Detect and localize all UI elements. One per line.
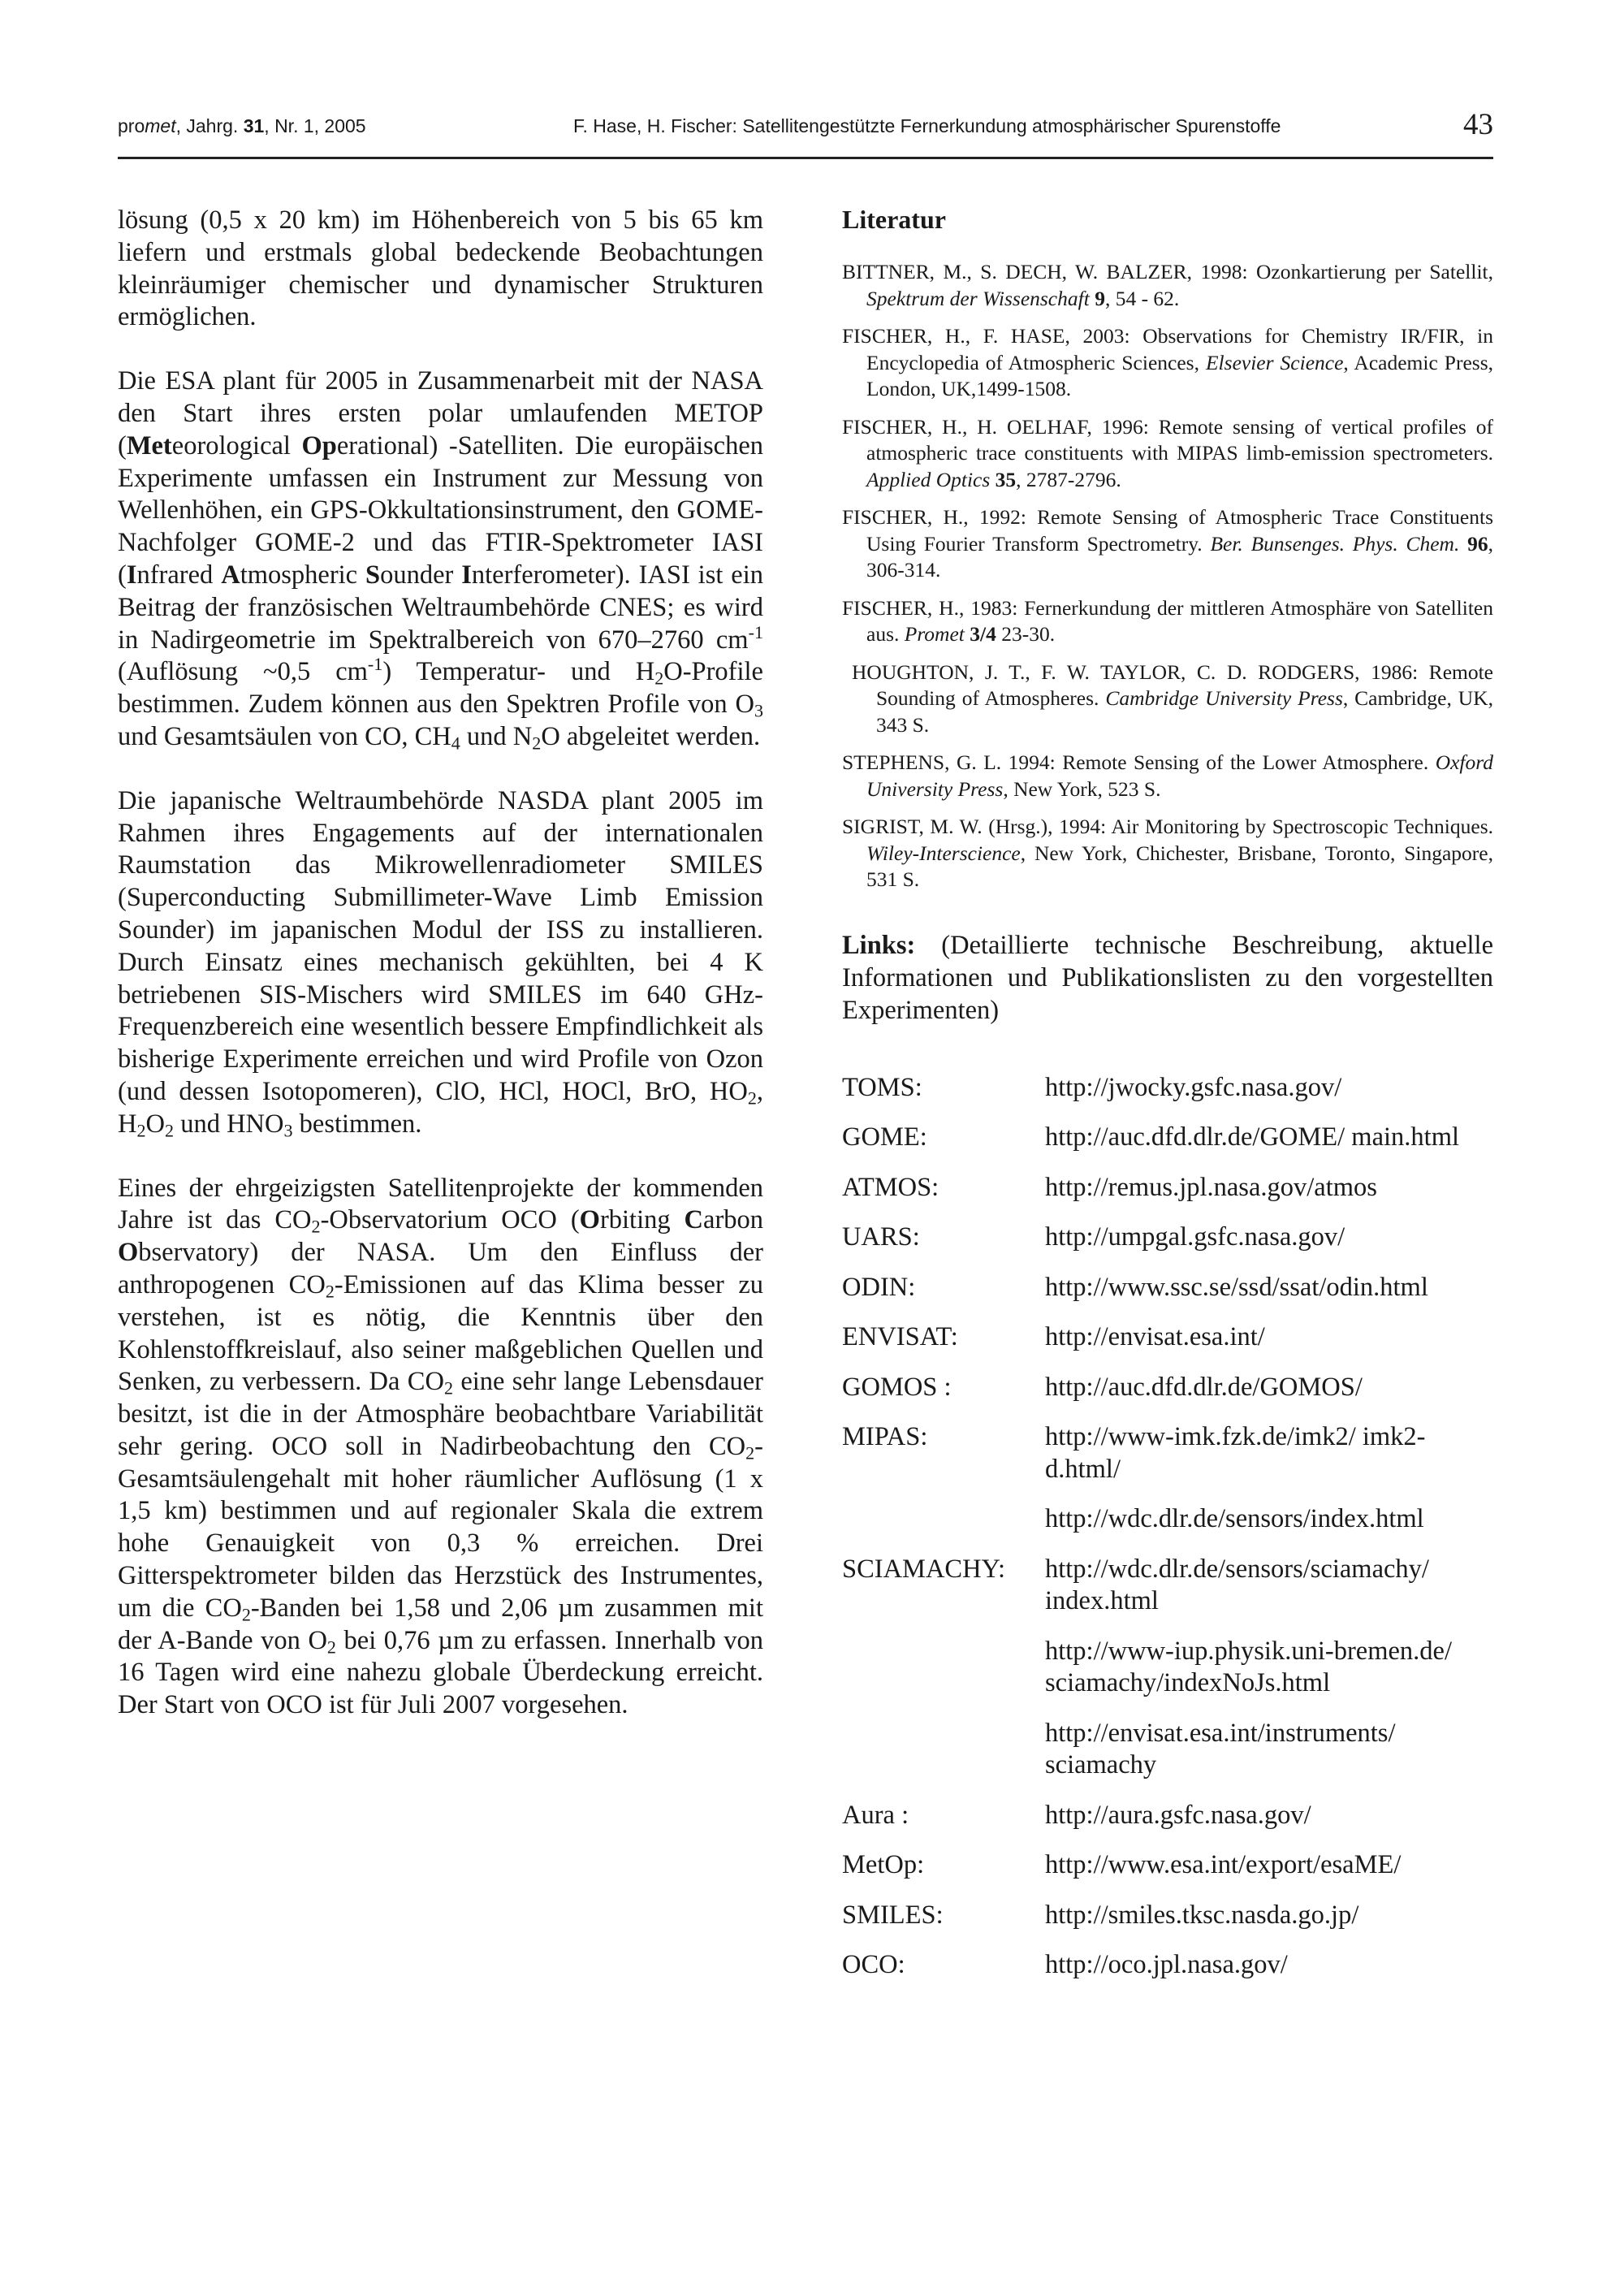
text-run: O abgeleitet werden. xyxy=(541,721,761,751)
text-run: ) Temperatur- und H xyxy=(382,657,655,687)
subscript: 2 xyxy=(136,1120,146,1141)
links-heading: Links: xyxy=(842,930,916,960)
journal-name-pre: pro xyxy=(118,115,145,136)
text-run: bservatory) der NASA. Um den Einfluss der anthropogenen CO xyxy=(118,1238,763,1299)
ref-pages: , Cambridge, UK, 343 S. xyxy=(876,686,1493,737)
link-url[interactable]: http://envisat.esa.int/instruments/ sciamachy xyxy=(1045,1718,1396,1779)
text-run: arbon xyxy=(703,1205,764,1235)
bold-run: I xyxy=(461,560,472,590)
link-row xyxy=(842,1636,1493,1700)
link-label: GOME: xyxy=(842,1122,927,1152)
link-row xyxy=(842,1072,1493,1105)
subscript: 2 xyxy=(654,668,664,689)
ref-source: Elsevier Science xyxy=(1205,350,1344,374)
link-label: SMILES: xyxy=(842,1900,944,1930)
text-run: bestimmen. xyxy=(292,1109,422,1139)
reference-item xyxy=(842,659,1493,739)
bold-run: A xyxy=(221,560,240,590)
journal-citation xyxy=(118,115,366,137)
reference-item xyxy=(842,814,1493,893)
ref-source: Applied Optics xyxy=(866,467,991,491)
text-run: O-Profile bestimmen. Zudem können aus den Spektren Profile von O xyxy=(118,657,763,720)
link-row xyxy=(842,1503,1493,1536)
text-run: nfrared xyxy=(136,560,222,590)
subscript: 2 xyxy=(745,1442,755,1464)
ref-pages: , New York, 523 S. xyxy=(1003,776,1161,801)
link-url[interactable]: http://www.ssc.se/ssd/ssat/odin.html xyxy=(1045,1272,1428,1302)
ref-volume: 35 xyxy=(990,467,1017,491)
link-url[interactable]: http://umpgal.gsfc.nasa.gov/ xyxy=(1045,1222,1345,1252)
running-header xyxy=(118,107,1493,156)
right-column xyxy=(842,205,1493,2000)
link-label: ODIN: xyxy=(842,1272,916,1302)
reference-item xyxy=(842,323,1493,403)
bold-run: Met xyxy=(126,430,172,460)
page-number: 43 xyxy=(1463,108,1493,141)
bold-run: Op xyxy=(301,430,337,460)
reference-item xyxy=(842,414,1493,494)
link-row xyxy=(842,1172,1493,1204)
link-row xyxy=(842,1222,1493,1254)
superscript: -1 xyxy=(748,621,763,642)
text-run: eine sehr lange Lebensdauer besitzt, ist die in der Atmosphäre beobachtbare Variabilität sehr gering. OCO soll in Nadirbeobachtung den CO xyxy=(118,1367,763,1461)
left-column xyxy=(118,205,763,1753)
link-label: MetOp: xyxy=(842,1850,925,1879)
link-label: Aura : xyxy=(842,1800,909,1830)
link-row xyxy=(842,1718,1493,1782)
link-row xyxy=(842,1900,1493,1932)
ref-pages: , New York, Chichester, Brisbane, Toronto, Singapore, 531 S. xyxy=(866,841,1493,891)
ref-source: Wiley-Interscience xyxy=(866,841,1021,865)
text-run: rbiting xyxy=(599,1205,685,1235)
subscript: 3 xyxy=(754,700,763,721)
subscript: 2 xyxy=(241,1604,251,1625)
bold-run: O xyxy=(579,1205,600,1235)
text-run: -Observatorium OCO ( xyxy=(320,1205,580,1235)
link-url[interactable]: http://auc.dfd.dlr.de/GOME/ main.html xyxy=(1045,1122,1460,1152)
running-title: F. Hase, H. Fischer: Satellitengestützte Fernerkundung atmosphärischer Spurenstoffe xyxy=(573,115,1281,136)
ref-pages: , 306-314. xyxy=(866,531,1494,582)
link-label xyxy=(842,1503,1045,1536)
text-run: nterferometer). IASI ist ein Beitrag der französischen Weltraumbehörde CNES; es wird in Nadirgeometrie im Spektralbereich von 670–2760 cm xyxy=(118,560,763,655)
link-url[interactable]: http://www-iup.physik.uni-bremen.de/ sciamachy/indexNoJs.html xyxy=(1045,1636,1452,1697)
ref-pages: , 2787-2796. xyxy=(1016,467,1121,491)
paragraph-esa xyxy=(118,365,763,754)
subscript: 2 xyxy=(165,1120,175,1141)
bold-run: O xyxy=(118,1238,139,1268)
reference-item xyxy=(842,259,1493,312)
subscript: 2 xyxy=(747,1087,757,1109)
ref-text: STEPHENS, G. L. 1994: Remote Sensing of the Lower Atmosphere. xyxy=(842,750,1436,774)
journal-volume: 31 xyxy=(243,115,265,136)
text-run: -Gesamtsäulengehalt mit hoher räumlicher Auflösung (1 x 1,5 km) bestimmen und auf regionaler Skala die extrem hohe Genauigkeit von 0,3 % erreichen. Drei Gitterspektrometer bilden das Herzstück des Instrumentes, um die CO xyxy=(118,1431,763,1623)
subscript: 3 xyxy=(283,1120,293,1141)
link-url[interactable]: http://wdc.dlr.de/sensors/sciamachy/ index.html xyxy=(1045,1554,1429,1615)
link-url[interactable]: http://remus.jpl.nasa.gov/atmos xyxy=(1045,1172,1377,1202)
reference-item xyxy=(842,595,1493,648)
link-row xyxy=(842,1122,1493,1154)
text-run: -Banden bei 1,58 und 2,06 µm zusammen mit der A-Bande von O xyxy=(118,1593,763,1655)
link-url[interactable]: http://auc.dfd.dlr.de/GOMOS/ xyxy=(1045,1372,1363,1402)
link-url[interactable]: http://aura.gsfc.nasa.gov/ xyxy=(1045,1800,1311,1830)
link-label: ATMOS: xyxy=(842,1172,939,1202)
link-label: ENVISAT: xyxy=(842,1322,958,1351)
literature-heading: Literatur xyxy=(842,205,946,234)
ref-source: Oxford University Press xyxy=(866,750,1493,801)
bold-run: I xyxy=(126,560,137,590)
links-intro xyxy=(842,929,1493,1027)
link-url[interactable]: http://smiles.tksc.nasda.go.jp/ xyxy=(1045,1900,1359,1930)
bold-run: C xyxy=(684,1205,704,1235)
ref-source: Promet xyxy=(904,622,965,646)
link-label xyxy=(842,1718,1045,1782)
link-url[interactable]: http://wdc.dlr.de/sensors/index.html xyxy=(1045,1504,1424,1533)
ref-source: Ber. Bunsenges. Phys. Chem. xyxy=(1210,531,1460,556)
text-run: erational) -Satelliten. Die europäischen Experimente umfassen ein Instrument zur Messung von Wellenhöhen, ein GPS-Okkultationsinstrument, den GOME-Nachfolger GOME-2 und das FTIR-Spektrometer IASI ( xyxy=(118,430,763,590)
journal-name-mid: , Jahrg. xyxy=(175,115,244,136)
ref-volume: 3/4 xyxy=(964,622,996,646)
text-run: ounder xyxy=(380,560,462,590)
text-run: tmospheric xyxy=(240,560,366,590)
text-run: und Gesamtsäulen von CO, CH xyxy=(118,721,451,751)
link-row xyxy=(842,1372,1493,1404)
ref-text: SIGRIST, M. W. (Hrsg.), 1994: Air Monitoring by Spectroscopic Techniques. xyxy=(842,815,1493,838)
ref-source: Spektrum der Wissenschaft xyxy=(866,286,1090,310)
links-table xyxy=(842,1072,1493,1982)
ref-text: FISCHER, H., 1992: Remote Sensing of Atmospheric Trace Constituents Using Fourier Transform Spectrometry. xyxy=(842,505,1493,556)
link-label: GOMOS : xyxy=(842,1372,952,1402)
ref-volume: 96 xyxy=(1459,531,1488,556)
subscript: 2 xyxy=(325,1281,335,1302)
header-rule xyxy=(118,157,1493,159)
ref-text: HOUGHTON, J. T., F. W. TAYLOR, C. D. RODGERS, 1986: Remote Sounding of Atmospheres. xyxy=(852,659,1493,710)
link-url[interactable]: http://www.esa.int/export/esaME/ xyxy=(1045,1850,1402,1879)
links-description: (Detaillierte technische Beschreibung, aktuelle Informationen und Publikationslisten zu den vorgestellten Experimenten) xyxy=(842,930,1493,1025)
bold-run: S xyxy=(365,560,381,590)
link-label xyxy=(842,1636,1045,1700)
link-row xyxy=(842,1421,1493,1485)
link-url[interactable]: http://oco.jpl.nasa.gov/ xyxy=(1045,1950,1288,1979)
text-run: (Auflösung ~0,5 cm xyxy=(118,657,368,687)
link-row xyxy=(842,1272,1493,1304)
journal-issue: , Nr. 1, 2005 xyxy=(264,115,366,136)
text-run: Die japanische Weltraumbehörde NASDA plant 2005 im Rahmen ihres Engagements auf der internationalen Raumstation das Mikrowellenradiometer SMILES (Superconducting Submillimeter-Wave Limb Emission Sounder) im japanischen Modul der ISS zu installieren. Durch Einsatz eines mechanisch gekühlten, bei 4 K betriebenen SIS-Mischers wird SMILES im 640 GHz-Frequenzbereich eine wesentlich bessere Empfindlichkeit als bisherige Experimente erreichen und wird Profile von Ozon (und dessen Isotopomeren), ClO, HCl, HOCl, BrO, HO xyxy=(118,785,763,1106)
paragraph-nasda xyxy=(118,785,763,1141)
text-run: , H xyxy=(118,1076,763,1139)
superscript: -1 xyxy=(367,654,383,675)
text-run: und N xyxy=(460,721,533,751)
ref-pages: 23-30. xyxy=(996,622,1056,646)
link-label: TOMS: xyxy=(842,1072,922,1102)
link-label: SCIAMACHY: xyxy=(842,1554,1006,1584)
text-run: Die ESA plant für 2005 in Zusammenarbeit mit der NASA den Start ihres ersten polar umlaufenden METOP ( xyxy=(118,366,763,460)
paragraph-1: lösung (0,5 x 20 km) im Höhenbereich von 5 bis 65 km liefern und erstmals global bedeckende Beobachtungen kleinräumiger chemischer und dynamischer Strukturen ermöglichen. xyxy=(118,205,763,332)
text-run: O xyxy=(145,1109,166,1139)
link-row xyxy=(842,1554,1493,1618)
ref-text: FISCHER, H., F. HASE, 2003: Observations for Chemistry IR/FIR, in Encyclopedia of Atmospheric Sciences, xyxy=(842,324,1493,374)
text-run: eorological xyxy=(171,430,302,460)
subscript: 2 xyxy=(326,1637,336,1658)
link-label: UARS: xyxy=(842,1222,920,1252)
text-run: bei 0,76 µm zu erfassen. Innerhalb von 16 Tagen wird eine nahezu globale Überdeckung erreicht. Der Start von OCO ist für Juli 2007 vorgesehen. xyxy=(118,1625,763,1720)
link-label: OCO: xyxy=(842,1950,905,1979)
reference-list xyxy=(842,259,1493,893)
ref-source: Cambridge University Press xyxy=(1105,686,1343,710)
paragraph-oco xyxy=(118,1173,763,1723)
link-row xyxy=(842,1321,1493,1354)
ref-text: FISCHER, H., H. OELHAF, 1996: Remote sensing of vertical profiles of atmospheric trace constituents with MIPAS limb-emission spectrometers. xyxy=(842,414,1493,465)
subscript: 4 xyxy=(451,733,460,754)
ref-pages: , 54 - 62. xyxy=(1104,286,1180,310)
link-url[interactable]: http://www-imk.fzk.de/imk2/ imk2-d.html/ xyxy=(1045,1422,1426,1484)
text-run: -Emissionen auf das Klima besser zu verstehen, ist es nötig, die Kenntnis über den Kohlenstoffkreislauf, also seiner maßgeblichen Quellen und Senken, zu verbessern. Da CO xyxy=(118,1269,764,1397)
link-row xyxy=(842,1949,1493,1982)
ref-pages: , Academic Press, London, UK,1499-1508. xyxy=(866,350,1493,400)
ref-text: BITTNER, M., S. DECH, W. BALZER, 1998: Ozonkartierung per Satellit, xyxy=(842,260,1493,283)
link-row xyxy=(842,1800,1493,1832)
journal-name-italic: met xyxy=(145,115,176,136)
text-run: und HNO xyxy=(174,1109,284,1139)
reference-item xyxy=(842,504,1493,584)
ref-volume: 9 xyxy=(1089,286,1105,310)
link-label: MIPAS: xyxy=(842,1422,928,1451)
link-url[interactable]: http://envisat.esa.int/ xyxy=(1045,1322,1265,1351)
subscript: 2 xyxy=(311,1216,321,1237)
subscript: 2 xyxy=(532,733,542,754)
subscript: 2 xyxy=(443,1377,453,1399)
reference-item xyxy=(842,750,1493,802)
ref-text: FISCHER, H., 1983: Fernerkundung der mittleren Atmosphäre von Satelliten aus. xyxy=(842,595,1493,646)
link-url[interactable]: http://jwocky.gsfc.nasa.gov/ xyxy=(1045,1072,1342,1102)
link-row xyxy=(842,1849,1493,1882)
text-run: Eines der ehrgeizigsten Satellitenprojekte der kommenden Jahre ist das CO xyxy=(118,1173,763,1235)
